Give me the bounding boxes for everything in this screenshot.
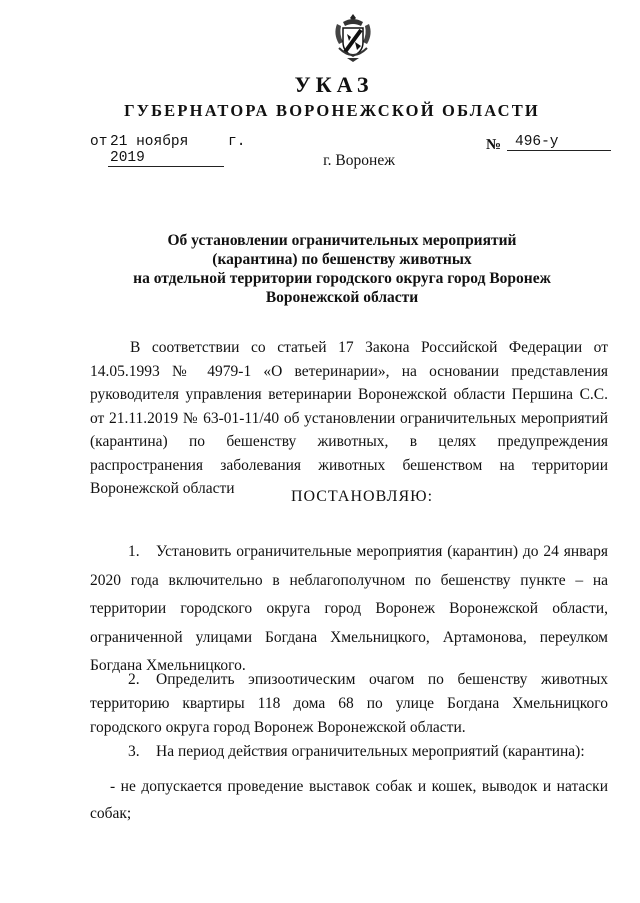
decree-word: ПОСТАНОВЛЯЮ: [290,488,434,505]
decree-item [90,538,608,681]
issuer-title: ГУБЕРНАТОРА ВОРОНЕЖСКОЙ ОБЛАСТИ [124,101,540,120]
document-heading [0,231,640,307]
item-number: 1. [128,543,140,560]
heading-line: Воронежской области [265,289,419,306]
issue-city: г. Воронеж [323,152,395,169]
preamble-paragraph: В соответствии со статьей 17 Закона Российской Федерации от 14.05.1993 № 4979-1 «О ветеринарии», на основании представления руководителя управления ветеринарии Воронежской области Першина С.С. от 21.11.2019 № 63-01-11/40 об установлении ограничительных мероприятий (карантина) по бешенству животных, в целях предупреждения распространения заболевания животных бешенством на территории Воронежской области [90,339,608,497]
item-text: Определить эпизоотическим очагом по бешенству животных территорию квартиры 118 дома 68 по улице Богдана Хмельницкого городского округа город Воронеж Воронежской области. [90,671,608,736]
date-suffix: г. [228,134,246,150]
date-prefix: от [90,134,108,150]
decree-subitem: - не допускается проведение выставок собак и кошек, выводок и натаски собак; [90,778,608,822]
decree-item [90,738,608,766]
decree-item [90,668,608,740]
item-text: На период действия ограничительных мероприятий (карантина): [156,743,585,760]
document-number: 496-у [507,134,611,151]
coat-of-arms-emblem [333,12,373,64]
heading-line: Об установлении ограничительных мероприятий [167,232,517,249]
number-label: № [486,137,502,153]
heading-line: (карантина) по бешенству животных [212,251,472,268]
item-text: Установить ограничительные мероприятия (карантин) до 24 января 2020 года включительно в неблагополучном по бешенству пункте – на территории городского округа город Воронеж Воронежской области, ограниченной улицами Богдана Хмельницкого, Артамонова, переулком Богдана Хмельницкого. [90,543,608,674]
item-number: 3. [128,743,140,760]
item-number: 2. [128,671,140,688]
document-date: 21 ноября 2019 [108,134,224,167]
document-type-title: УКАЗ [294,72,374,97]
heading-line: на отдельной территории городского округа город Воронеж [133,270,551,287]
